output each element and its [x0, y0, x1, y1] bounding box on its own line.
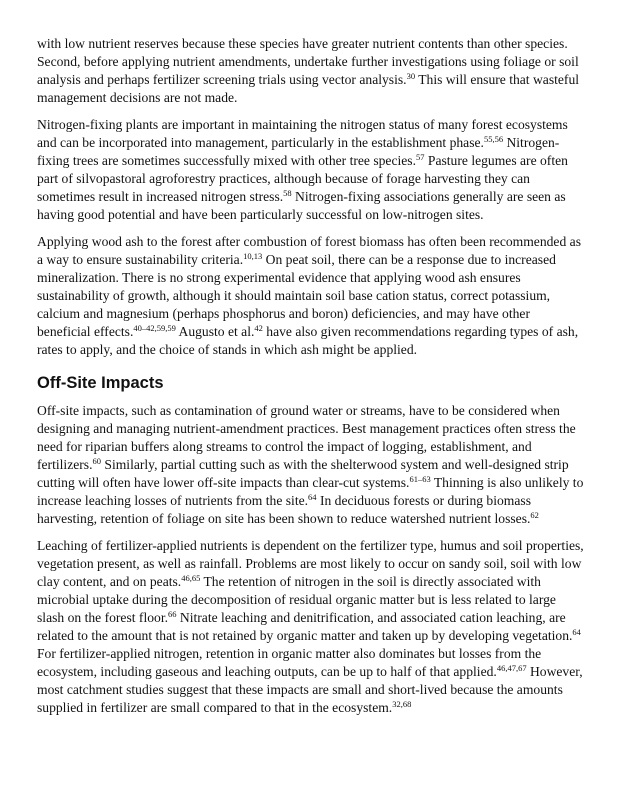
- text-segment: Thinning is also unlikely to increase leaching losses of nutrients from the site.: [37, 475, 584, 508]
- paragraph: [37, 233, 585, 359]
- paragraph: [37, 537, 585, 717]
- text-segment: On peat soil, there can be a response due to increased mineralization. There is no strong experimental evidence that applying wood ash ensures sustainability of growth, although it should maintain soil base cation status, correct potassium, calcium and magnesium (perhaps phosphorus and boron) deficiencies, and may have other beneficial effects.: [37, 252, 556, 339]
- citation-superscript: 64: [308, 492, 317, 502]
- text-segment: Nitrate leaching and denitrification, and associated cation leaching, are related to the amount that is not retained by organic matter and taken up by developing vegetation.: [37, 610, 573, 643]
- citation-superscript: 66: [168, 609, 177, 619]
- paragraph: [37, 116, 585, 224]
- text-segment: However, most catchment studies suggest that these impacts are small and short-lived because the amounts supplied in fertilizer are small compared to that in the ecosystem.: [37, 664, 583, 715]
- document-page: [37, 35, 585, 726]
- text-segment: Nitrogen-fixing plants are important in maintaining the nitrogen status of many forest ecosystems and can be incorporated into management, particularly in the establishment phase.: [37, 117, 568, 150]
- text-segment: Similarly, partial cutting such as with the shelterwood system and well-designed strip cutting will often have lower off-site impacts than clear-cut systems.: [37, 457, 569, 490]
- citation-superscript: 55,56: [483, 134, 504, 144]
- text-segment: Pasture legumes are often part of silvopastoral agroforestry practices, although because of forage harvesting they can sometimes result in increased nitrogen stress.: [37, 153, 568, 204]
- text-segment: Nitrogen-fixing associations generally are seen as having good potential and have been particularly successful on low-nitrogen sites.: [37, 189, 566, 222]
- text-segment: In deciduous forests or during biomass harvesting, retention of foliage on site has been shown to reduce watershed nutrient losses.: [37, 493, 531, 526]
- citation-superscript: 42: [254, 323, 263, 333]
- text-segment: The retention of nitrogen in the soil is directly associated with microbial uptake during the decomposition of residual organic matter but is less related to large slash on the forest floor.: [37, 574, 556, 625]
- citation-superscript: 30: [406, 71, 416, 81]
- text-segment: Applying wood ash to the forest after combustion of forest biomass has often been recommended as a way to ensure sustainability criteria.: [37, 234, 581, 267]
- citation-superscript: 61–63: [409, 474, 431, 484]
- paragraph: [37, 402, 585, 528]
- citation-superscript: 60: [92, 456, 101, 466]
- citation-superscript: 46,47,67: [496, 663, 527, 673]
- citation-superscript: 64: [572, 627, 581, 637]
- text-segment: with low nutrient reserves because these species have greater nutrient contents than other species. Second, before applying nutrient amendments, undertake further investigations using foliage or soil analysis and perhaps fertilizer screening trials using vector analysis.: [37, 36, 579, 87]
- citation-superscript: 57: [416, 152, 425, 162]
- text-segment: Off-site impacts, such as contamination of ground water or streams, have to be considered when designing and managing nutrient-amendment practices. Best management practices often stress the need for riparian buffers along streams to control the impact of logging, establishment, and fertilizers.: [37, 403, 576, 472]
- paragraph: [37, 35, 585, 107]
- citation-superscript: 62: [530, 510, 539, 520]
- text-segment: Nitrogen-fixing trees are sometimes successfully mixed with other tree species.: [37, 135, 560, 168]
- body-text-bottom: [37, 402, 585, 717]
- body-text-top: [37, 35, 585, 359]
- text-segment: For fertilizer-applied nitrogen, retention in organic matter also dominates but losses from the ecosystem, including gaseous and leaching outputs, can be up to half of that applied.: [37, 646, 542, 679]
- citation-superscript: 10,13: [243, 251, 263, 261]
- citation-superscript: 58: [283, 188, 292, 198]
- citation-superscript: 40–42,59,59: [133, 323, 176, 333]
- citation-superscript: 32,68: [392, 699, 412, 709]
- text-segment: have also given recommendations regarding types of ash, rates to apply, and the choice of stands in which ash might be applied.: [37, 324, 579, 357]
- text-segment: Augusto et al.: [175, 324, 255, 339]
- citation-superscript: 46,65: [181, 573, 201, 583]
- text-segment: Leaching of fertilizer-applied nutrients is dependent on the fertilizer type, humus and soil properties, vegetation present, as well as rainfall. Problems are most likely to occur on sandy soil, soil with low clay content, and on peats.: [37, 538, 584, 589]
- text-segment: This will ensure that wasteful management decisions are not made.: [37, 72, 580, 105]
- section-heading: Off-Site Impacts: [37, 374, 164, 392]
